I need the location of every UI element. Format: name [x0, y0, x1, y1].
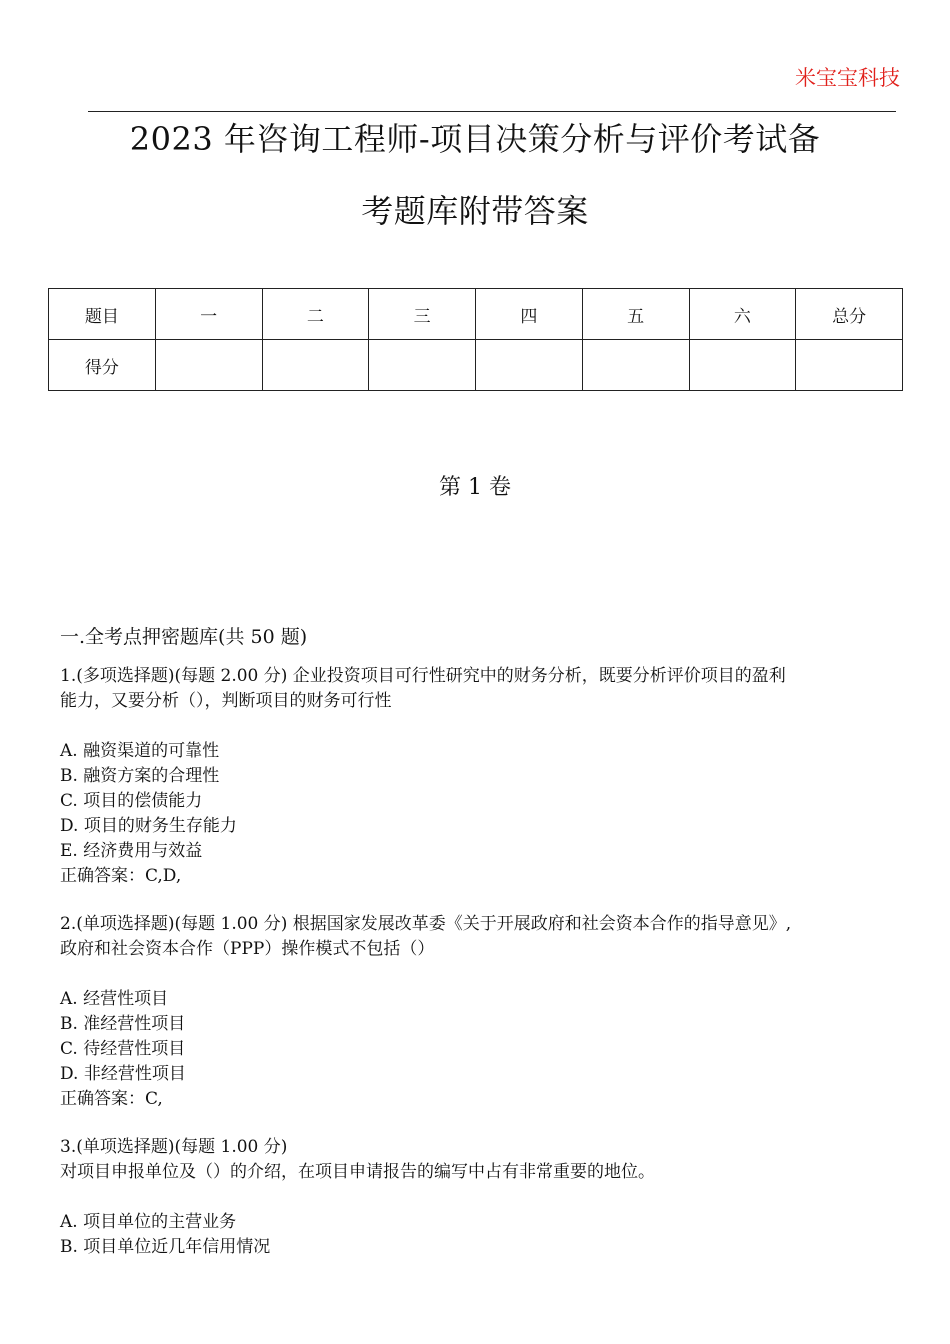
document-title-line2: 考题库附带答案	[361, 192, 589, 230]
score-cell	[369, 340, 476, 391]
question-stem: 对项目申报单位及（）的介绍，在项目申请报告的编写中占有非常重要的地位。	[60, 1162, 655, 1182]
question-stem: 2.(单项选择题)(每题 1.00 分) 根据国家发展改革委《关于开展政府和社会资本合作的指导意见》,	[60, 914, 792, 934]
option: B. 融资方案的合理性	[60, 766, 220, 786]
score-header-cell: 五	[582, 289, 689, 340]
answer: 正确答案：C,	[60, 1089, 163, 1109]
question-stem: 1.(多项选择题)(每题 2.00 分) 企业投资项目可行性研究中的财务分析，既要分析评价项目的盈利	[60, 666, 786, 686]
option: A. 项目单位的主营业务	[60, 1212, 237, 1232]
question-stem: 3.(单项选择题)(每题 1.00 分)	[60, 1137, 288, 1157]
score-table-header-row	[49, 289, 903, 340]
question-1	[60, 664, 900, 889]
score-header-cell: 题目	[49, 289, 156, 340]
score-header-cell: 四	[476, 289, 583, 340]
option: A. 融资渠道的可靠性	[60, 741, 220, 761]
score-row-label: 得分	[49, 340, 156, 391]
score-header-cell: 二	[262, 289, 369, 340]
section-heading: 一.全考点押密题库(共 50 题)	[60, 626, 308, 648]
score-cell	[796, 340, 903, 391]
score-header-cell: 六	[689, 289, 796, 340]
option: D. 项目的财务生存能力	[60, 816, 237, 836]
score-cell	[689, 340, 796, 391]
option: C. 待经营性项目	[60, 1039, 186, 1059]
option: A. 经营性项目	[60, 989, 169, 1009]
score-header-cell: 三	[369, 289, 476, 340]
score-header-cell: 总分	[796, 289, 903, 340]
option: B. 准经营性项目	[60, 1014, 186, 1034]
option: D. 非经营性项目	[60, 1064, 186, 1084]
document-title-line1: 2023 年咨询工程师-项目决策分析与评价考试备	[129, 120, 821, 158]
option: E. 经济费用与效益	[60, 841, 203, 861]
answer: 正确答案：C,D,	[60, 866, 182, 886]
score-cell	[262, 340, 369, 391]
question-2	[60, 912, 900, 1112]
score-table-score-row	[49, 340, 903, 391]
question-stem: 政府和社会资本合作（PPP）操作模式不包括（）	[60, 939, 435, 959]
score-table	[48, 288, 903, 391]
question-stem: 能力，又要分析（），判断项目的财务可行性	[60, 691, 392, 711]
option: C. 项目的偿债能力	[60, 791, 203, 811]
header-rule	[88, 111, 896, 112]
question-3	[60, 1135, 900, 1260]
option: B. 项目单位近几年信用情况	[60, 1237, 271, 1257]
brand-watermark: 米宝宝科技	[795, 66, 900, 90]
score-header-cell: 一	[155, 289, 262, 340]
score-cell	[582, 340, 689, 391]
volume-heading: 第 1 卷	[439, 475, 511, 500]
score-cell	[476, 340, 583, 391]
score-cell	[155, 340, 262, 391]
